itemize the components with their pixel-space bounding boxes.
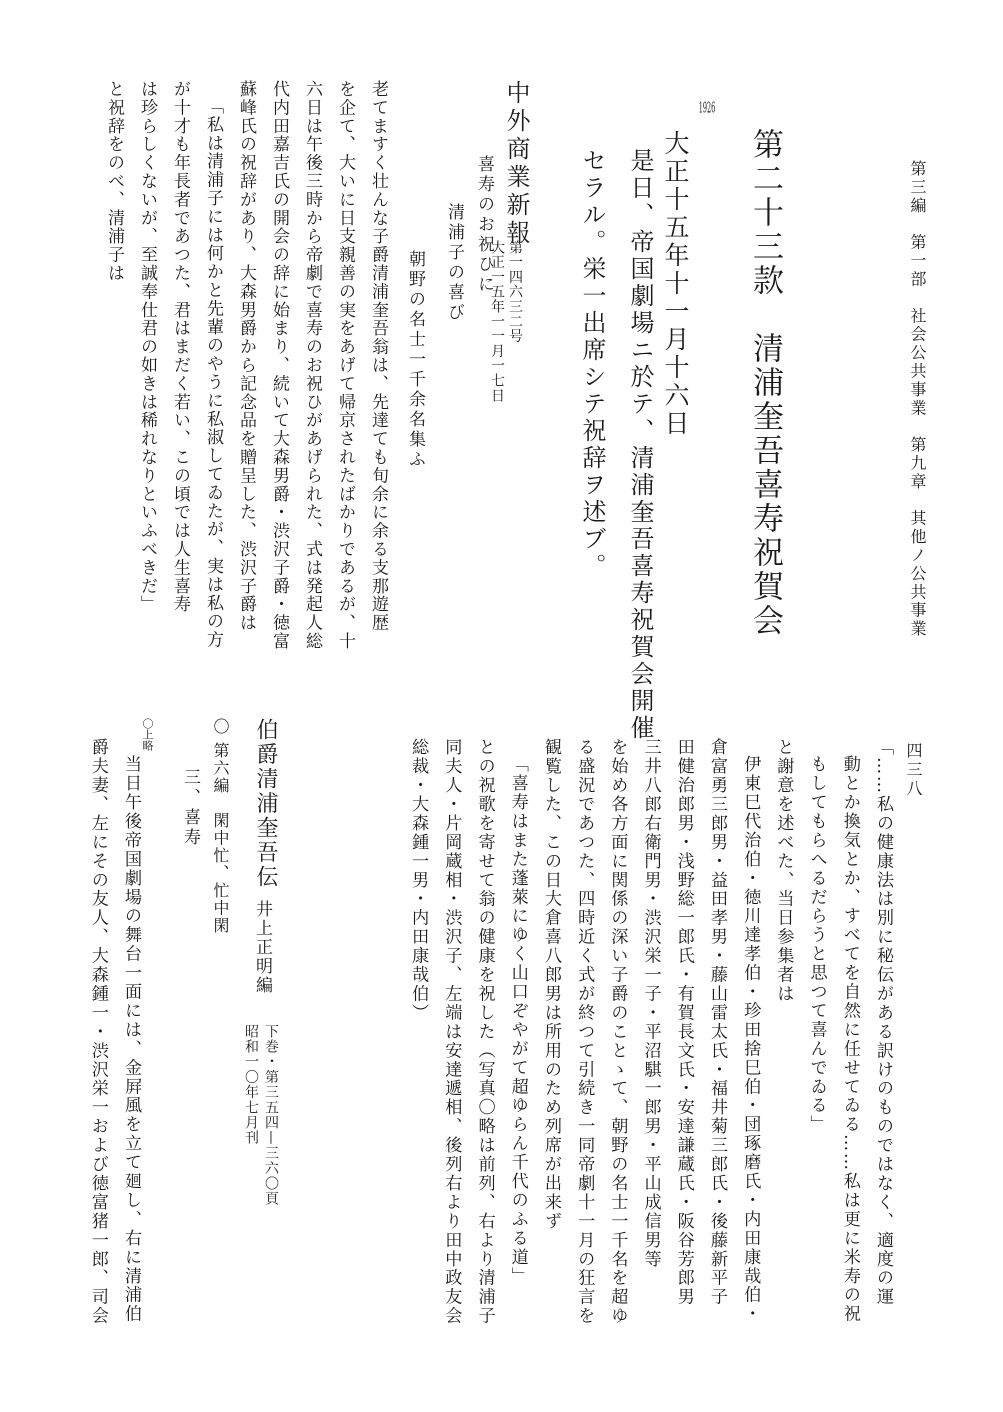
article-line: 「喜寿はまた蓬萊にゆく山口ぞやがて超ゆらん千代のふる道」 (507, 755, 528, 1286)
running-header-text: 第三編 第一部 社会公共事業 第九章 其他ノ公共事業 (908, 160, 927, 639)
article-line: が十才も年長者であつた、君はまだく若い、この頃では人生喜寿 (170, 80, 190, 614)
book-title: 伯爵清浦奎吾伝 (253, 718, 278, 890)
running-header (909, 160, 925, 638)
article-body-bottom (409, 738, 891, 1325)
article-line: と祝辞をのべ、清浦子は (104, 80, 124, 283)
article-line: 三井八郎右衛門男・渋沢栄一子・平沼騏一郎男・平山成信男等 (640, 738, 661, 1269)
newspaper-issue-info (490, 240, 522, 403)
article-line: もしてもらへるだらうと思つて喜んでゐる」 (806, 755, 827, 1134)
article-line: 同夫人・片岡蔵相・渋沢子、左端は安達遞相、後列右より田中政友会 (441, 738, 462, 1326)
book-pub-date: 昭和一〇年七月刊 (243, 1024, 259, 1146)
entry-text-line: 是日、帝国劇場ニ於テ、清浦奎吾喜寿祝賀会開催 (626, 148, 654, 742)
book-volume-pages: 下巻・第三五四—三六〇頁 (263, 1024, 279, 1207)
excerpt-text (89, 738, 139, 1325)
article-line: 「……私の健康法は別に秘伝がある訳けのものではなく、適度の運 (873, 738, 893, 1307)
article-line: 総裁・大森鍾一男・内田康哉伯） (408, 738, 429, 1023)
article-line: 六日は午後三時から帝劇で喜寿のお祝ひがあげられた、式は発起人総 (302, 80, 322, 651)
newspaper-issue-date: 大正一五年一一月一七日 (489, 240, 505, 403)
excerpt-line: 爵夫妻、左にその友人、大森鍾一・渋沢栄一および徳富猪一郎、司会 (87, 738, 108, 1326)
article-heading-3: 朝野の名士一千余名集ふ (405, 250, 425, 470)
entry-text-line: セラル。栄一出席シテ祝辞ヲ述ブ。 (578, 148, 606, 580)
article-line: 「私は清浦子には何かと先輩のやうに私淑してゐたが、実は私の方 (203, 97, 223, 649)
article-line: 伊東巳代治伯・徳川達孝伯・珍田捨巳伯・団琢磨氏・内田康哉伯・ (740, 755, 761, 1324)
article-line: 老てますく壮んな子爵清浦奎吾翁は、先達ても旬余に余る支那遊歴 (368, 80, 388, 632)
article-line: 動とか換気とか、すべてを自然に任せてゐる……私は更に米寿の祝 (839, 755, 860, 1324)
article-line: 代内田嘉吉氏の開会の辞に始まり、続いて大森男爵・渋沢子爵・徳富 (269, 80, 289, 651)
article-line: を始め各方面に関係の深い子爵のことゝて、朝野の名士一千名を超ゆ (607, 738, 628, 1326)
newspaper-issue-no: 第一四六三二号 (507, 240, 523, 344)
omission-mark: 〇上略 (141, 718, 154, 751)
article-line: は珍らしくないが、至誠奉仕君の如きは稀れなりといふべきだ」 (137, 80, 157, 614)
article-body-top (105, 80, 386, 650)
article-heading-1: 喜寿のお祝ひに (474, 155, 494, 295)
article-line: と謝意を述べた、当日参集者は (773, 738, 794, 1004)
section-title: 第二十三款 清浦奎吾喜寿祝賀会 (747, 128, 783, 638)
article-line: 田健治郎男・浅野総一郎氏・有賀長文氏・安達謙蔵氏・阪谷芳郎男 (673, 738, 694, 1307)
article-line: 倉富勇三郎男・益田孝男・藤山雷太氏・福井菊三郎氏・後藤新平子 (706, 738, 727, 1307)
year-annotation: 1926 (698, 100, 716, 115)
book-volume-info (244, 1024, 278, 1206)
book-author: 井上正明編 (252, 900, 272, 995)
article-heading-2: 清浦子の喜び (444, 203, 464, 323)
entry-text (580, 148, 652, 742)
article-line: 観覧した、この日大倉喜八郎男は所用のため列席が出来ず (540, 738, 561, 1231)
excerpt-subheading: 三、喜寿 (180, 768, 200, 848)
article-line: との祝歌を寄せて翁の健康を祝した（写真〇略は前列、右より清浦子 (474, 738, 495, 1326)
entry-date: 大正十五年十一月十六日 (661, 130, 690, 438)
article-line: を企て、大いに日支親善の実をあげて帰京されたばかりであるが、十 (335, 80, 355, 651)
newspaper-name: 中外商業新報 (502, 80, 530, 248)
chapter-ref: 〇 第六編 閑中忙、忙中閑 (211, 718, 230, 935)
excerpt-line: 当日午後帝国劇場の舞台一面には、金屛風を立て廻し、右に清浦伯 (121, 755, 141, 1324)
article-line: る盛況であつた、四時近く式が終つて引続き一同帝劇十一月の狂言を (574, 738, 595, 1326)
page-number: 四三八 (904, 742, 923, 799)
article-line: 蘇峰氏の祝辞があり、大森男爵から記念品を贈呈した、渋沢子爵は (236, 80, 256, 632)
